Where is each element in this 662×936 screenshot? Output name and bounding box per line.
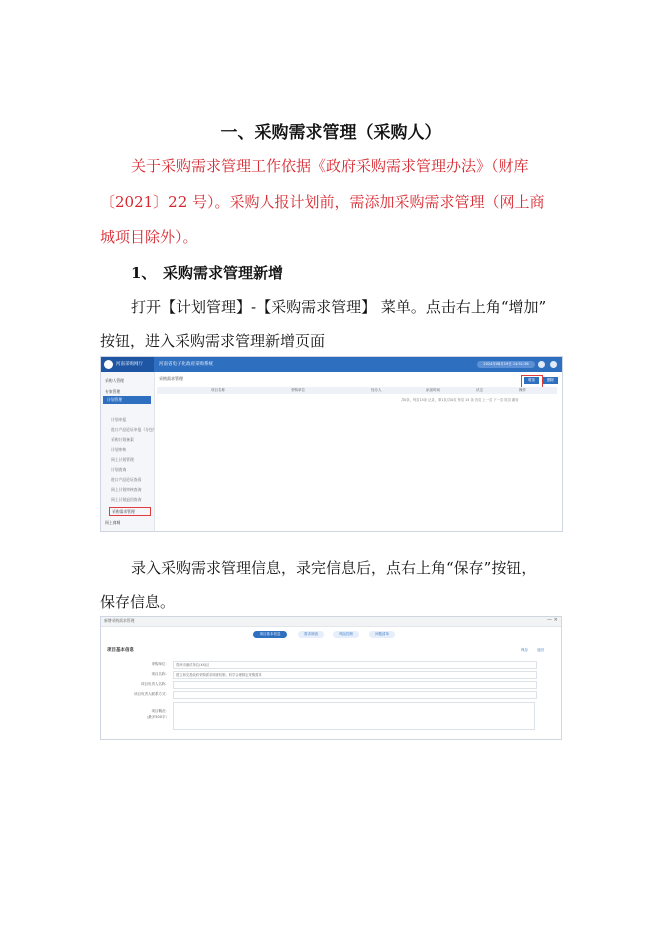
paragraph2-line-1: 录入采购需求管理信息，录完信息后，点右上角“保存”按钮，: [131, 559, 537, 577]
sidebar-item-online-plan[interactable]: 网上计划管理: [111, 457, 134, 462]
sidebar-item-plan-review[interactable]: 计划审核: [111, 447, 127, 452]
field-label: 项目名称：: [151, 672, 169, 676]
delete-button[interactable]: 删除: [543, 377, 558, 384]
project-name-field[interactable]: 建立和完善政府采购需求调查机制，科学合理制定采购需求: [173, 671, 537, 679]
area-label: 项目概况：: [151, 709, 169, 713]
step-issues[interactable]: 问题清单: [369, 631, 395, 638]
intro-line-1: 关于采购需求管理工作依据《政府采购需求管理办法》（财库: [131, 157, 529, 175]
user-badge[interactable]: 2024年08月19日 14:51:36: [477, 361, 535, 368]
window-controls[interactable]: — ×: [547, 617, 558, 623]
project-overview-textarea[interactable]: [173, 702, 535, 730]
sidebar-item-import-view[interactable]: 进口产品论证查看: [111, 477, 142, 482]
column-header: 项目名称: [211, 388, 225, 392]
section-title: 项目基本信息: [107, 648, 134, 653]
page-title: 一、采购需求管理（采购人）: [220, 123, 442, 143]
add-button[interactable]: 增加: [524, 377, 539, 384]
section-heading: 采购需求管理新增: [163, 264, 284, 282]
column-header: 添加时间: [426, 388, 440, 392]
column-header: 经办人: [371, 388, 382, 392]
window-titlebar: [101, 617, 561, 627]
column-header: 状态: [476, 388, 483, 392]
logo: [101, 357, 154, 372]
sidebar-item-purchaser[interactable]: 采购人管理: [105, 378, 124, 383]
area-label-note: （最多500字）: [144, 715, 169, 719]
paragraph2-line-2: 保存信息。: [100, 593, 176, 611]
save-button[interactable]: 保存: [521, 648, 528, 652]
intro-line-3: 城项目除外）。: [100, 228, 198, 246]
screenshot-list-page: [100, 356, 563, 532]
column-header: 操作: [519, 388, 526, 392]
screenshot-add-form: [100, 616, 562, 740]
window-title: 新增采购需求管理: [104, 618, 135, 623]
message-icon[interactable]: [538, 361, 545, 368]
field-label: 采购单位：: [151, 662, 169, 666]
sidebar-item-expert[interactable]: 专家管理: [105, 389, 121, 394]
section-line-2: 按钮，进入采购需求管理新增页面: [100, 332, 326, 350]
step-survey[interactable]: 需求调查: [298, 631, 324, 638]
field-label: 项目负责人名称：: [141, 682, 169, 686]
step-risk[interactable]: 风险控制: [333, 631, 359, 638]
sidebar-item-online-return[interactable]: 网上计划退回查询: [111, 497, 142, 502]
back-button[interactable]: 返回: [537, 648, 544, 652]
section-line-1: 打开【计划管理】-【采购需求管理】 菜单。点击右上角“增加”: [131, 298, 547, 316]
section-number: 1、: [131, 264, 157, 282]
sidebar-item-plan[interactable]: [103, 396, 151, 404]
pagination[interactable]: 共0条，每页15条 记录，第1页/共0页 每页 15 条 首页 上一页 下一页 尾页 跳转: [401, 398, 519, 402]
purchaser-field[interactable]: 郑州市测试单位(XX)区: [173, 661, 537, 669]
step-basic-info[interactable]: 项目基本信息: [253, 631, 287, 638]
logo-icon: [104, 360, 113, 369]
sidebar-item-label: 采购需求管理: [112, 509, 135, 514]
owner-name-field[interactable]: [173, 681, 537, 689]
owner-contact-field[interactable]: [173, 691, 537, 699]
sidebar-item-plan-record[interactable]: 采购计划备案: [111, 437, 134, 442]
avatar[interactable]: [550, 361, 557, 368]
system-name: 河南省电子化政府采购系统: [159, 362, 213, 367]
field-label: 项目负责人联系方式：: [134, 692, 169, 696]
breadcrumb: 采购需求管理: [159, 376, 183, 381]
column-header: 采购单位: [291, 388, 305, 392]
intro-line-2: 〔2021〕22 号）。采购人报计划前，需添加采购需求管理（网上商: [100, 193, 545, 211]
sidebar-item-online-review[interactable]: 网上计划审核查询: [111, 487, 142, 492]
sidebar-item-plan-query[interactable]: 计划查询: [111, 467, 127, 472]
sidebar-item-import-apply[interactable]: 进口产品论证申报（分包）: [111, 427, 157, 432]
sidebar-item-plan-apply[interactable]: 计划申报: [111, 417, 127, 422]
logo-text: 河南采购网厅: [116, 362, 143, 367]
sidebar-item-mall[interactable]: 网上商城: [105, 520, 121, 525]
sidebar-item-demand[interactable]: [109, 507, 151, 516]
sidebar-item-label: 计划管理: [107, 397, 123, 402]
